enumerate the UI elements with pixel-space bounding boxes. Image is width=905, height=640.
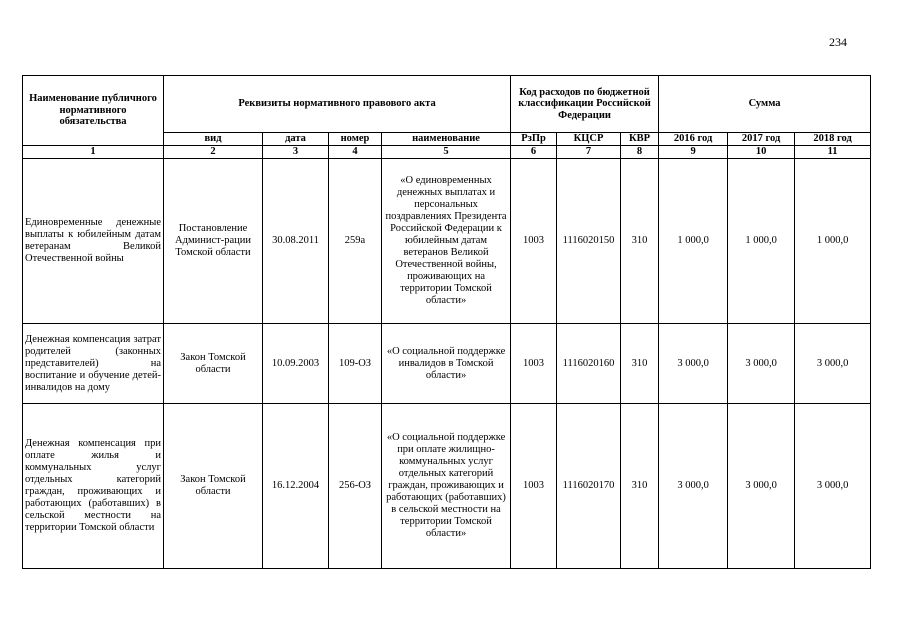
act-type-cell: Постановление Админист-рации Томской области: [164, 159, 263, 324]
column-numbers-row: [23, 146, 871, 159]
sum-2018-cell: 3 000,0: [795, 404, 871, 569]
column-number: 11: [795, 146, 871, 159]
header-date: дата: [263, 133, 329, 146]
act-type-cell: Закон Томской области: [164, 324, 263, 404]
column-number: 6: [511, 146, 557, 159]
header-vid: вид: [164, 133, 263, 146]
header-sum: Сумма: [659, 76, 871, 133]
act-type-cell: Закон Томской области: [164, 404, 263, 569]
obligation-name-cell: Единовременные денежные выплаты к юбилейным датам ветеранам Великой Отечественной войны: [23, 159, 164, 324]
header-act-name: наименование: [382, 133, 511, 146]
table-row: [23, 324, 871, 404]
header-expense-code: Код расходов по бюджетной классификации Российской Федерации: [511, 76, 659, 133]
sum-2016-cell: 3 000,0: [659, 324, 728, 404]
act-date-cell: 10.09.2003: [263, 324, 329, 404]
header-kcsr: КЦСР: [557, 133, 621, 146]
rzpr-cell: 1003: [511, 324, 557, 404]
column-number: 10: [728, 146, 795, 159]
header-kvr: КВР: [621, 133, 659, 146]
rzpr-cell: 1003: [511, 159, 557, 324]
rzpr-cell: 1003: [511, 404, 557, 569]
page-number: 234: [829, 35, 847, 49]
obligation-name-cell: Денежная компенсация затрат родителей (законных представителей) на воспитание и обучение детей-инвалидов на дому: [23, 324, 164, 404]
table-row: [23, 159, 871, 324]
column-number: 3: [263, 146, 329, 159]
header-obligation-name: Наименование публичного нормативного обязательства: [23, 76, 164, 146]
sum-2016-cell: 3 000,0: [659, 404, 728, 569]
act-number-cell: 256-ОЗ: [329, 404, 382, 569]
obligations-table: [22, 75, 871, 569]
column-number: 1: [23, 146, 164, 159]
act-name-cell: «О единовременных денежных выплатах и персональных поздравлениях Президента Российской Федерации к юбилейным датам ветеранов Великой Отечественной войны, проживающих на территории Томской области»: [382, 159, 511, 324]
act-number-cell: 109-ОЗ: [329, 324, 382, 404]
sum-2018-cell: 1 000,0: [795, 159, 871, 324]
column-number: 4: [329, 146, 382, 159]
sum-2018-cell: 3 000,0: [795, 324, 871, 404]
sum-2017-cell: 1 000,0: [728, 159, 795, 324]
act-name-cell: «О социальной поддержке при оплате жилищно-коммунальных услуг отдельных категорий граждан, проживающих и работающих (работавших) в сельской местности на территории Томской области»: [382, 404, 511, 569]
kcsr-cell: 1116020170: [557, 404, 621, 569]
table-row: [23, 404, 871, 569]
header-number: номер: [329, 133, 382, 146]
kcsr-cell: 1116020150: [557, 159, 621, 324]
column-number: 5: [382, 146, 511, 159]
column-number: 2: [164, 146, 263, 159]
kcsr-cell: 1116020160: [557, 324, 621, 404]
column-number: 7: [557, 146, 621, 159]
sum-2017-cell: 3 000,0: [728, 324, 795, 404]
kvr-cell: 310: [621, 324, 659, 404]
column-number: 8: [621, 146, 659, 159]
header-act-requisites: Реквизиты нормативного правового акта: [164, 76, 511, 133]
sum-2017-cell: 3 000,0: [728, 404, 795, 569]
header-rzpr: РзПр: [511, 133, 557, 146]
act-date-cell: 16.12.2004: [263, 404, 329, 569]
kvr-cell: 310: [621, 404, 659, 569]
column-number: 9: [659, 146, 728, 159]
header-year-2017: 2017 год: [728, 133, 795, 146]
act-number-cell: 259а: [329, 159, 382, 324]
kvr-cell: 310: [621, 159, 659, 324]
sum-2016-cell: 1 000,0: [659, 159, 728, 324]
header-year-2016: 2016 год: [659, 133, 728, 146]
act-date-cell: 30.08.2011: [263, 159, 329, 324]
header-year-2018: 2018 год: [795, 133, 871, 146]
obligation-name-cell: Денежная компенсация при оплате жилья и коммунальных услуг отдельных категорий граждан, проживающих и работающих (работавших) в сельской местности на территории Томской области: [23, 404, 164, 569]
act-name-cell: «О социальной поддержке инвалидов в Томской области»: [382, 324, 511, 404]
